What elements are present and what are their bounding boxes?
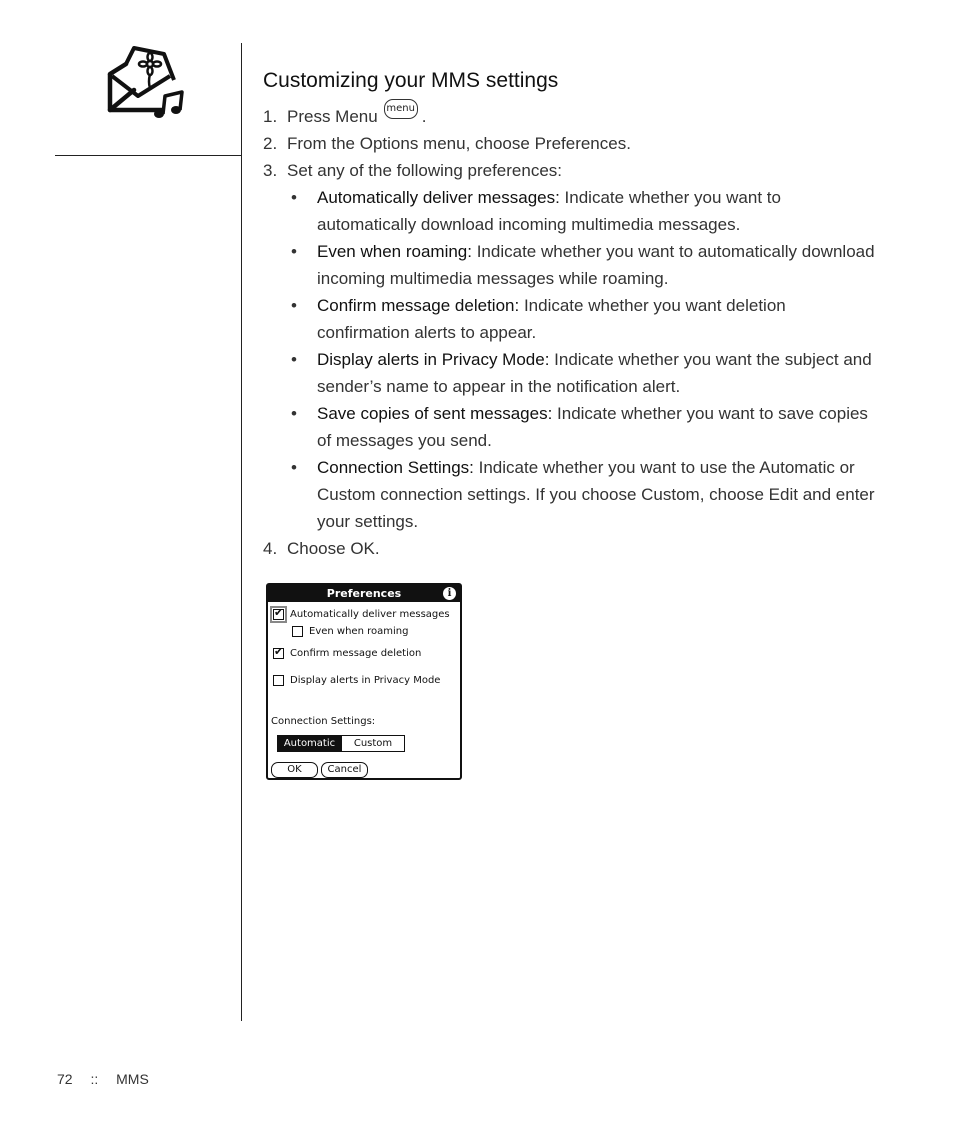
- page-number: 72: [57, 1071, 73, 1087]
- info-icon[interactable]: i: [443, 587, 456, 600]
- preference-item: [317, 238, 883, 292]
- preference-item: [317, 454, 883, 535]
- preference-description: Indicate whether you want to use the Automatic or Custom connection settings. If you choose Custom, choose Edit and enter your settings.: [317, 458, 875, 531]
- preference-term: Even when roaming:: [317, 242, 472, 261]
- preference-item: [317, 346, 883, 400]
- preference-item: [317, 400, 883, 454]
- auto-deliver-row[interactable]: [273, 609, 450, 620]
- privacy-checkbox[interactable]: [273, 675, 284, 686]
- roaming-checkbox[interactable]: [292, 626, 303, 637]
- menu-key-icon: menu: [384, 99, 418, 119]
- step-2: [263, 130, 883, 157]
- preference-term: Save copies of sent messages:: [317, 404, 553, 423]
- preference-list: [263, 184, 883, 535]
- preference-description: Indicate whether you want deletion confirmation alerts to appear.: [317, 296, 786, 342]
- footer-separator: ::: [90, 1071, 99, 1087]
- preference-term: Automatically deliver messages:: [317, 188, 560, 207]
- confirm-delete-checkbox[interactable]: [273, 648, 284, 659]
- preference-description: Indicate whether you want to automatically download incoming multimedia messages while roaming.: [317, 242, 875, 288]
- preference-description: Indicate whether you want to save copies of messages you send.: [317, 404, 868, 450]
- confirm-delete-row[interactable]: [273, 648, 421, 659]
- step-text: From the Options menu, choose Preferences.: [287, 134, 631, 153]
- section-divider: [55, 155, 241, 156]
- preference-item: [317, 184, 883, 238]
- page-title: Customizing your MMS settings: [263, 69, 559, 92]
- preference-item: [317, 292, 883, 346]
- privacy-row[interactable]: [273, 675, 440, 686]
- step-number: 4.: [263, 539, 278, 558]
- dialog-title: Preferences: [326, 587, 402, 600]
- section-name: MMS: [116, 1071, 149, 1087]
- connection-settings-label: Connection Settings:: [271, 716, 376, 727]
- roaming-label: Even when roaming: [309, 626, 409, 637]
- column-divider: [241, 43, 242, 1021]
- preference-term: Connection Settings:: [317, 458, 474, 477]
- preference-term: Confirm message deletion:: [317, 296, 520, 315]
- step-text: Set any of the following preferences:: [287, 161, 562, 180]
- roaming-row[interactable]: [292, 626, 408, 637]
- cancel-button[interactable]: Cancel: [321, 762, 368, 778]
- auto-deliver-checkbox[interactable]: [273, 609, 284, 620]
- dialog-titlebar: [268, 585, 460, 602]
- step-text: Press Menu: [287, 107, 378, 126]
- step-number: 3.: [263, 161, 278, 180]
- envelope-flower-music-icon: [104, 44, 188, 122]
- preference-description: Indicate whether you want to automatically download incoming multimedia messages.: [317, 188, 781, 234]
- step-number: 2.: [263, 134, 278, 153]
- preference-term: Display alerts in Privacy Mode:: [317, 350, 550, 369]
- privacy-label: Display alerts in Privacy Mode: [290, 675, 441, 686]
- preferences-dialog: [266, 583, 462, 780]
- steps-list: [263, 103, 883, 562]
- step-text: Choose OK.: [287, 539, 380, 558]
- confirm-delete-label: Confirm message deletion: [290, 648, 422, 659]
- preference-description: Indicate whether you want the subject and sender’s name to appear in the notification alert.: [317, 350, 872, 396]
- step-number: 1.: [263, 107, 278, 126]
- step-1: [263, 103, 883, 130]
- connection-push-group: [277, 735, 405, 752]
- ok-button[interactable]: OK: [271, 762, 318, 778]
- page-footer: [57, 1071, 149, 1087]
- auto-deliver-label: Automatically deliver messages: [290, 609, 450, 620]
- custom-push-button[interactable]: Custom: [341, 736, 404, 751]
- step-text-end: .: [421, 107, 427, 126]
- step-3: [263, 157, 883, 184]
- step-4: [263, 535, 883, 562]
- automatic-push-button[interactable]: Automatic: [278, 736, 341, 751]
